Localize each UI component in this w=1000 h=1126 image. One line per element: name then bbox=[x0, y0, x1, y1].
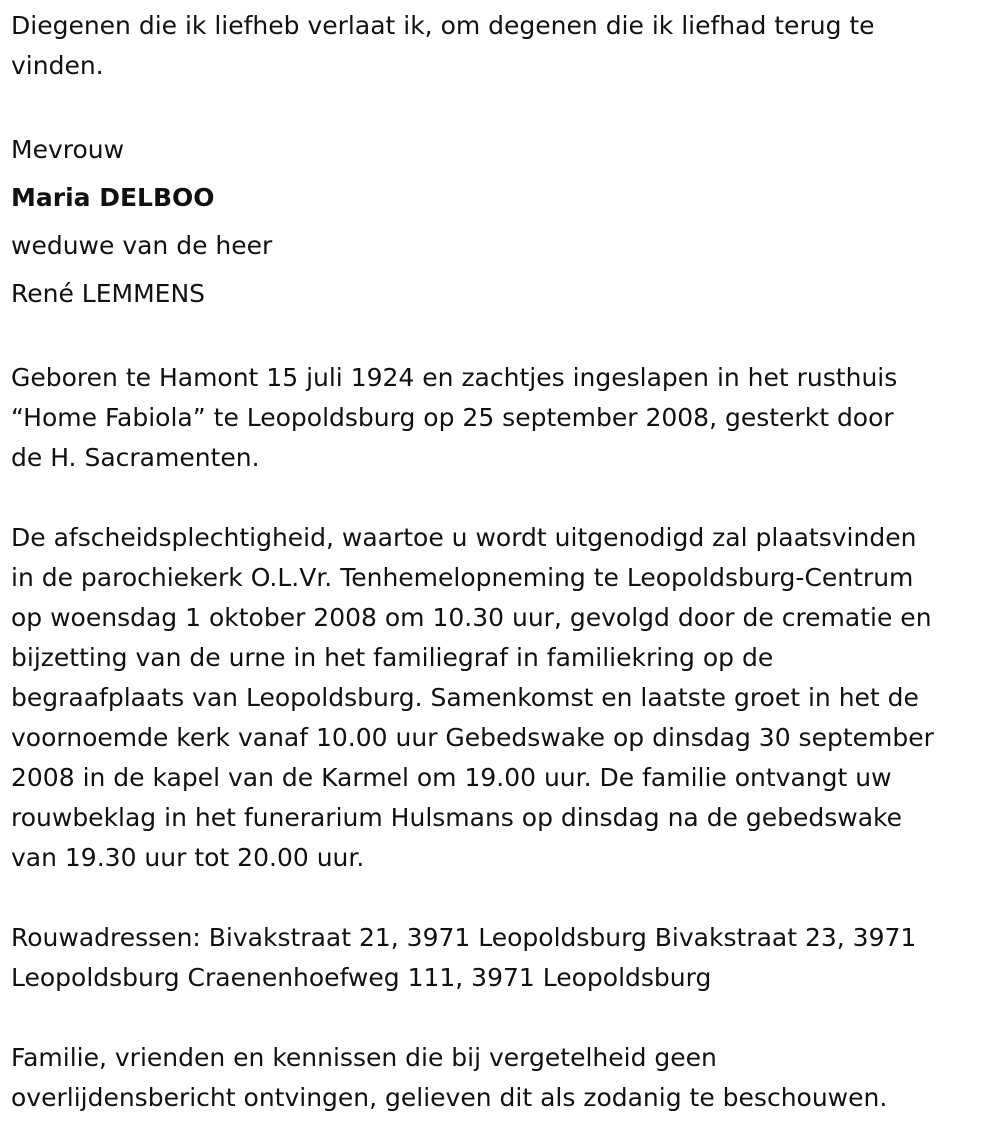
closing-line: Familie, vrienden en kennissen die bij vergetelheid geen bbox=[11, 1043, 717, 1072]
paragraph-spacer bbox=[11, 318, 993, 358]
closing-line: overlijdensbericht ontvingen, gelieven dit als zodanig te beschouwen. bbox=[11, 1083, 888, 1112]
quote-line: Diegenen die ik liefheb verlaat ik, om degenen die ik liefhad terug te bbox=[11, 11, 875, 40]
ceremony-paragraph bbox=[11, 518, 993, 878]
address-line: Rouwadressen: Bivakstraat 21, 3971 Leopoldsburg Bivakstraat 23, 3971 bbox=[11, 923, 917, 952]
address-line: Leopoldsburg Craenenhoefweg 111, 3971 Leopoldsburg bbox=[11, 963, 712, 992]
paragraph-spacer bbox=[11, 998, 993, 1038]
ceremony-line: in de parochiekerk O.L.Vr. Tenhemelopneming te Leopoldsburg-Centrum bbox=[11, 563, 914, 592]
ceremony-line: De afscheidsplechtigheid, waartoe u wordt uitgenodigd zal plaatsvinden bbox=[11, 523, 917, 552]
birth-death-paragraph bbox=[11, 358, 993, 478]
birth-death-line: de H. Sacramenten. bbox=[11, 443, 260, 472]
quote-paragraph bbox=[11, 6, 993, 86]
ceremony-line: begraafplaats van Leopoldsburg. Samenkomst en laatste groet in het de bbox=[11, 683, 919, 712]
ceremony-line: op woensdag 1 oktober 2008 om 10.30 uur, gevolgd door de crematie en bbox=[11, 603, 932, 632]
ceremony-line: rouwbeklag in het funerarium Hulsmans op dinsdag na de gebedswake bbox=[11, 803, 903, 832]
ceremony-line: voornoemde kerk vanaf 10.00 uur Gebedswake op dinsdag 30 september bbox=[11, 723, 934, 752]
ceremony-line: bijzetting van de urne in het familiegraf in familiekring op de bbox=[11, 643, 774, 672]
ceremony-line: 2008 in de kapel van de Karmel om 19.00 uur. De familie ontvangt uw bbox=[11, 763, 892, 792]
paragraph-spacer bbox=[11, 878, 993, 918]
birth-death-line: “Home Fabiola” te Leopoldsburg op 25 september 2008, gesterkt door bbox=[11, 403, 894, 432]
obituary-notice bbox=[11, 6, 993, 1118]
addresses-paragraph bbox=[11, 918, 993, 998]
deceased-name: Maria DELBOO bbox=[11, 183, 215, 212]
paragraph-spacer bbox=[11, 478, 993, 518]
deceased-spouse: René LEMMENS bbox=[11, 279, 206, 308]
ceremony-line: van 19.30 uur tot 20.00 uur. bbox=[11, 843, 365, 872]
paragraph-spacer bbox=[11, 86, 993, 126]
birth-death-line: Geboren te Hamont 15 juli 1924 en zachtjes ingeslapen in het rusthuis bbox=[11, 363, 898, 392]
deceased-relation: weduwe van de heer bbox=[11, 231, 273, 260]
deceased-title: Mevrouw bbox=[11, 135, 125, 164]
closing-paragraph bbox=[11, 1038, 993, 1118]
deceased-block bbox=[11, 126, 993, 318]
quote-line: vinden. bbox=[11, 51, 104, 80]
